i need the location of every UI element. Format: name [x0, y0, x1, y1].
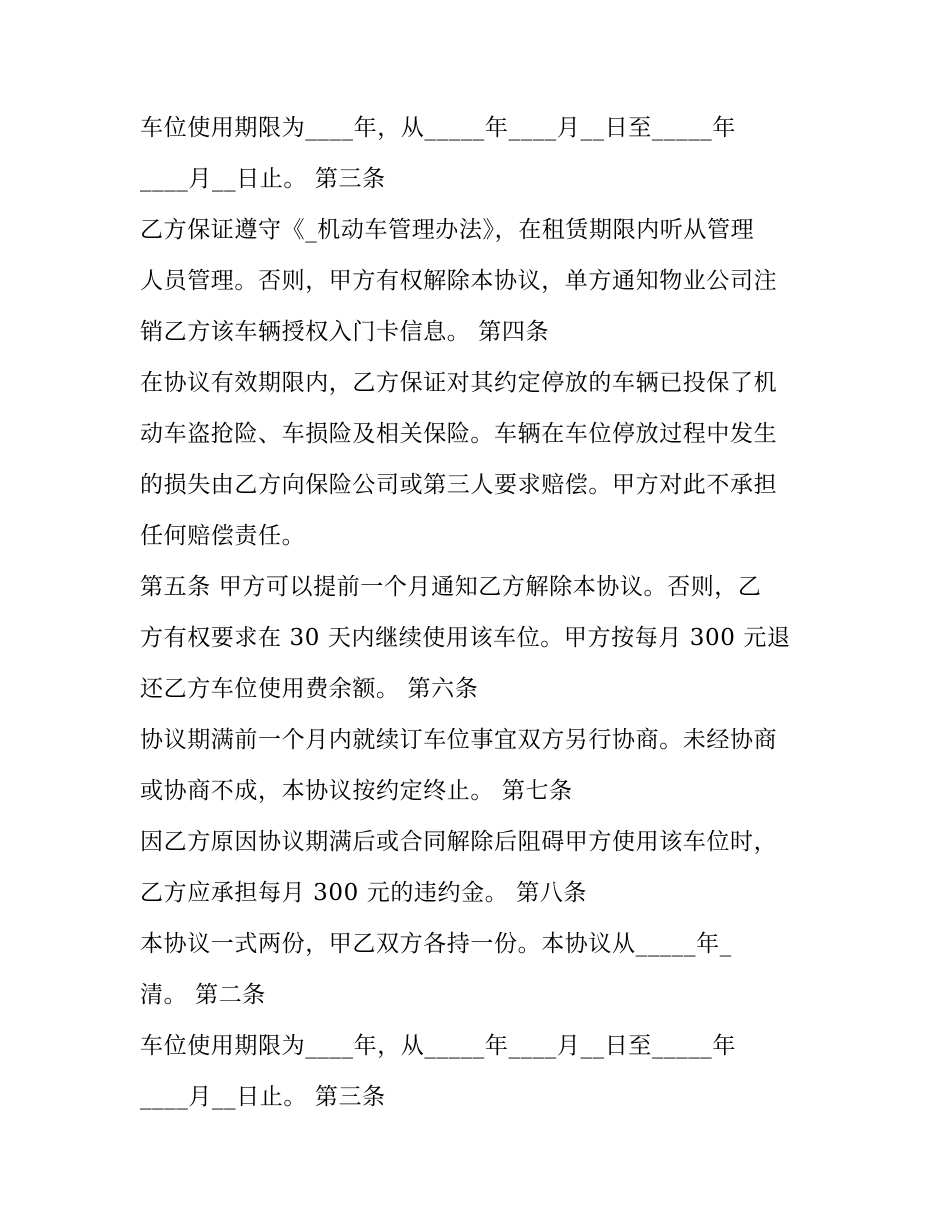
text-line: 因乙方原因协议期满后或合同解除后阻碍甲方使用该车位时， [140, 829, 778, 855]
contract-text [140, 103, 820, 1123]
text-line: 本协议一式两份，甲乙双方各持一份。本协议从_____年_ [140, 931, 732, 957]
text-line: 动车盗抢险、车损险及相关保险。车辆在车位停放过程中发生 [140, 421, 778, 447]
text-line: 车位使用期限为____年，从_____年____月__日至_____年 [140, 1033, 736, 1059]
text-line: 销乙方该车辆授权入门卡信息。 第四条 [140, 319, 550, 345]
text-line: ____月__日止。 第三条 [140, 1084, 386, 1110]
text-line: 车位使用期限为____年，从_____年____月__日至_____年 [140, 115, 736, 141]
text-line: 清。 第二条 [140, 982, 266, 1008]
text-line: 任何赔偿责任。 [140, 523, 306, 549]
text-line: 的损失由乙方向保险公司或第三人要求赔偿。甲方对此不承担 [140, 472, 778, 498]
text-line: 第五条 甲方可以提前一个月通知乙方解除本协议。否则，乙 [140, 574, 762, 600]
text-line: 乙方应承担每月 300 元的违约金。 第八条 [140, 880, 588, 906]
text-line: 还乙方车位使用费余额。 第六条 [140, 676, 479, 702]
text-line: 或协商不成，本协议按约定终止。 第七条 [140, 778, 573, 804]
text-line: 人员管理。否则，甲方有权解除本协议，单方通知物业公司注 [140, 268, 778, 294]
text-line: 协议期满前一个月内就续订车位事宜双方另行协商。未经协商 [140, 727, 778, 753]
text-line: 在协议有效期限内，乙方保证对其约定停放的车辆已投保了机 [140, 370, 778, 396]
text-line: 乙方保证遵守《_机动车管理办法》，在租赁期限内听从管理 [140, 217, 755, 243]
text-line: 方有权要求在 30 天内继续使用该车位。甲方按每月 300 元退 [140, 625, 791, 651]
text-line: ____月__日止。 第三条 [140, 166, 386, 192]
